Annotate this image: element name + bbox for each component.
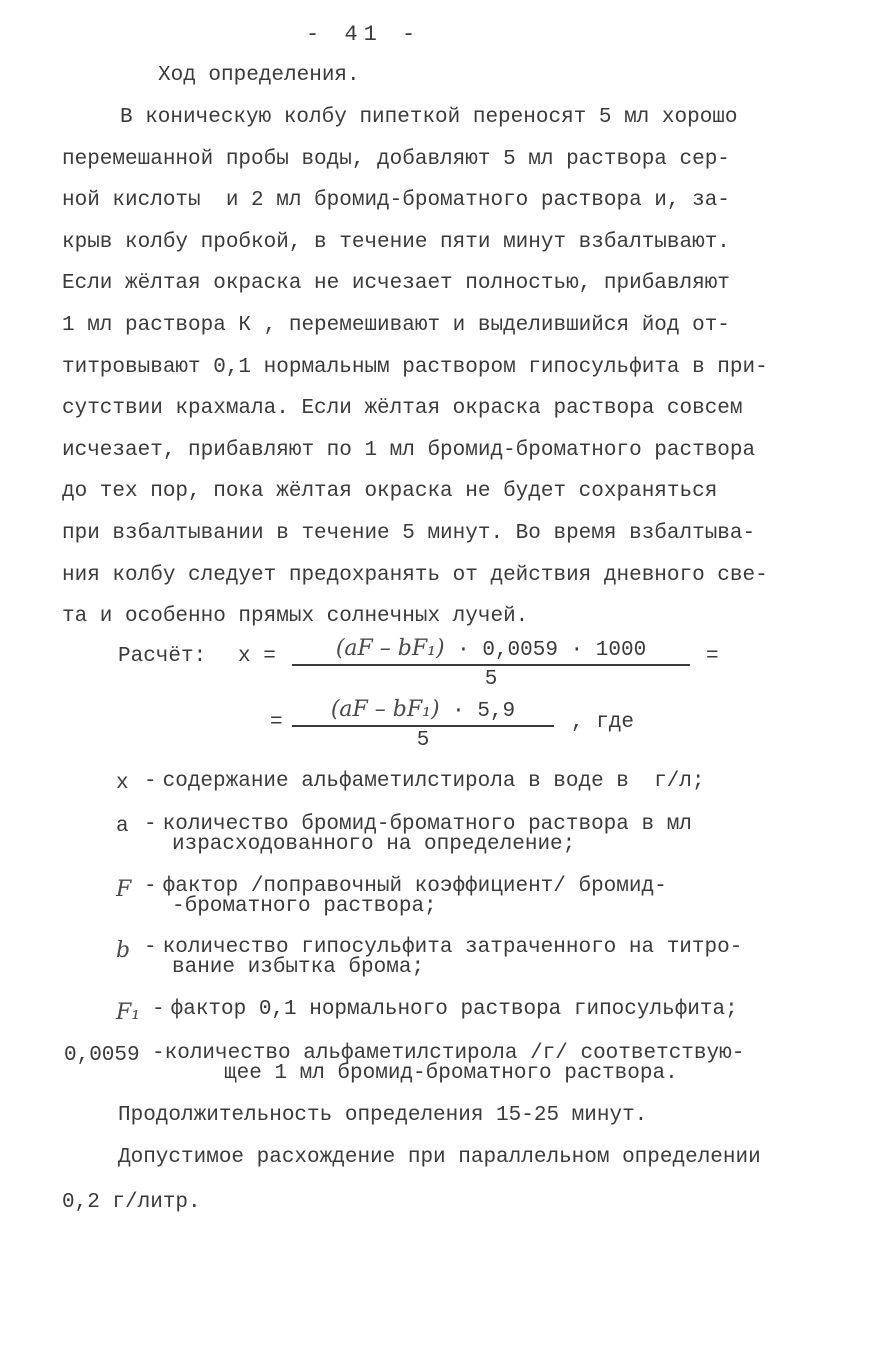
definition-text: - фактор /поправочный коэффициент/ бромид- -броматного раствора; bbox=[138, 877, 667, 917]
procedure-paragraph bbox=[62, 104, 852, 645]
handwritten-term: (aF – bF₁) bbox=[335, 636, 445, 661]
paragraph-line: до тех пор, пока жёлтая окраска не будет сохраняться bbox=[62, 480, 718, 504]
typed-term: · 0,0059 · 1000 bbox=[457, 639, 647, 662]
definition-symbol: F₁ bbox=[116, 1000, 141, 1025]
paragraph-line: та и особенно прямых солнечных лучей. bbox=[62, 605, 529, 629]
paragraph-line: сутствии крахмала. Если жёлтая окраска раствора совсем bbox=[62, 397, 743, 421]
calculation-label: Расчёт: bbox=[118, 645, 207, 668]
definition-symbol: x bbox=[116, 772, 129, 795]
definition-text: -количество альфаметилстирола /г/ соответствую- щее 1 мл бромид-броматного раствора. bbox=[152, 1042, 745, 1085]
paragraph-line: при взбалтывании в течение 5 минут. Во время взбалтыва- bbox=[62, 521, 756, 545]
page-number: - 41 - bbox=[306, 22, 422, 47]
definition-line: фактор 0,1 нормального раствора гипосульфита; bbox=[170, 998, 738, 1021]
page-number-value: 41 bbox=[344, 22, 383, 47]
definition-text: - фактор 0,1 нормального раствора гипосульфита; bbox=[152, 998, 738, 1021]
paragraph-line: В коническую колбу пипеткой переносят 5 мл хорошо bbox=[120, 106, 738, 129]
tolerance-text: Допустимое расхождение при параллельном определении bbox=[118, 1146, 761, 1169]
section-heading: Ход определения. bbox=[158, 64, 360, 87]
definition-symbol: b bbox=[116, 938, 131, 963]
paragraph-line: Если жёлтая окраска не исчезает полностью, прибавляют bbox=[62, 272, 730, 296]
definition-text: - количество гипосульфита затраченного на титро- вание избытка брома; bbox=[138, 938, 742, 978]
paragraph-line: перемешанной пробы воды, добавляют 5 мл раствора сер- bbox=[62, 147, 730, 171]
definition-line: количество бромид-броматного раствора в мл bbox=[162, 813, 692, 836]
definition-symbol: 0,0059 bbox=[64, 1044, 140, 1067]
typed-term: · 5,9 bbox=[452, 700, 516, 723]
fraction-denominator: 5 bbox=[416, 729, 430, 752]
equals-sign: = bbox=[270, 711, 283, 734]
tolerance-value: 0,2 г/литр. bbox=[62, 1191, 201, 1214]
handwritten-term: (aF – bF₁) bbox=[330, 697, 440, 722]
paragraph-line: 1 мл раствора К , перемешивают и выделившийся йод от- bbox=[62, 313, 730, 337]
definition-line: щее 1 мл бромид-броматного раствора. bbox=[224, 1062, 678, 1085]
duration-text: Продолжительность определения 15-25 минут. bbox=[118, 1104, 648, 1127]
definition-line: вание избытка брома; bbox=[172, 956, 425, 979]
paragraph-line: ния колбу следует предохранять от действия дневного све- bbox=[62, 563, 768, 587]
paragraph-line: исчезает, прибавляют по 1 мл бромид-броматного раствора bbox=[62, 438, 756, 462]
fraction-denominator: 5 bbox=[484, 668, 498, 691]
definition-text: - содержание альфаметилстирола в воде в г/л; bbox=[144, 770, 705, 793]
equals-sign: = bbox=[706, 645, 719, 668]
formula-fraction-1 bbox=[292, 636, 690, 691]
fraction-numerator bbox=[292, 697, 554, 725]
definition-line: количество альфаметилстирола /г/ соответствую- bbox=[164, 1042, 745, 1065]
definition-symbol: a bbox=[116, 815, 129, 838]
definition-symbol: F bbox=[116, 877, 132, 902]
fraction-numerator bbox=[292, 636, 690, 664]
paragraph-line: ной кислоты и 2 мл бромид-броматного раствора и, за- bbox=[62, 189, 730, 213]
formula-fraction-2 bbox=[292, 697, 554, 752]
definition-line: содержание альфаметилстирола в воде в г/л; bbox=[162, 770, 705, 793]
definition-line: -броматного раствора; bbox=[172, 895, 437, 918]
definition-line: количество гипосульфита затраченного на титро- bbox=[162, 936, 743, 959]
paragraph-line: крыв колбу пробкой, в течение пяти минут взбалтывают. bbox=[62, 230, 730, 254]
where-label: , где bbox=[571, 711, 635, 734]
paragraph-line: титровывают 0,1 нормальным раствором гипосульфита в при- bbox=[62, 355, 768, 379]
definition-line: фактор /поправочный коэффициент/ бромид- bbox=[162, 875, 667, 898]
definition-line: израсходованного на определение; bbox=[172, 833, 576, 856]
definition-text: - количество бромид-броматного раствора в мл израсходованного на определение; bbox=[138, 815, 692, 855]
x-equals: x = bbox=[238, 645, 276, 668]
